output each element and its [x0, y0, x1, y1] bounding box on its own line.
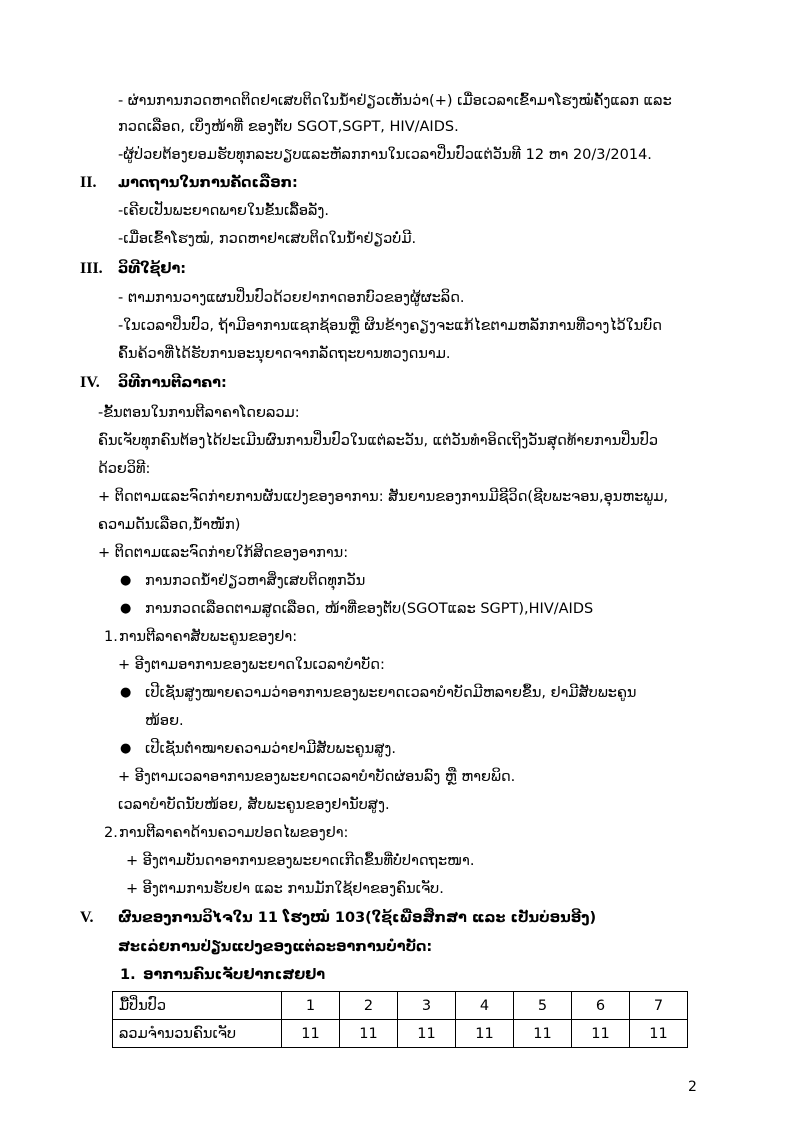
table-cell-count: 11 — [456, 1020, 514, 1048]
table-row-label: ມື້ປິ່ນປົວ — [113, 992, 282, 1020]
subsection-1-line-3: ເວລາບໍາບັດນັບໜ້ອຍ, ສັບພະຄູນຂອງຢານັບສູງ. — [118, 797, 390, 813]
section-3-heading: ວິທີໃຊ້ຢາ: — [118, 261, 187, 277]
subsection-1-number: 1. — [104, 629, 118, 645]
subsection-2-line-2: + ອີງຕາມການຮັບຢາ ແລະ ການມັກໃຊ້ຢາຂອງຄົນເຈັບ. — [126, 881, 444, 897]
section-2-numeral: II. — [80, 174, 97, 191]
subsection-1-title: ການຕີລາຄາສັບພະຄູນຂອງຢາ: — [119, 629, 298, 645]
bullet-dot: ● — [120, 601, 132, 616]
section-4-general-1: -ຂັ້ນຕອນໃນການຕີລາຄາໂດຍລວມ: — [98, 405, 300, 421]
table-cell-count: 11 — [514, 1020, 572, 1048]
bullet-dot: ● — [120, 573, 132, 588]
section-5-sub-1-title: ອາການຄົນເຈັບຢາກເສຍຢາ — [143, 967, 326, 983]
table-cell-day: 7 — [630, 992, 688, 1020]
section-3-line-3: ຄົ້ນຄ້ວາທີ່ໄດ້ຮັບການອະນຸຍາດຈາກລັດຖະບານທວງດນາມ. — [118, 346, 451, 362]
section-4-general-4: + ຕິດຕາມແລະຈົດກ່າຍການຜັນແປງຂອງອາການ: ສັນຍານຂອງການມີຊີວິດ(ຊີບພະຈອນ,ອຸນຫະພູມ, — [98, 489, 669, 505]
table-row — [113, 992, 688, 1020]
intro-line-3: -ຜູ້ປ່ວຍຕ້ອງຍອມຮັບທຸກລະບຽບແລະຫັລກການໃນເວລາປິ່ນປົວແຕ່ວັນທີ 12 ຫາ 20/3/2014. — [118, 147, 652, 163]
section-3-line-2: -ໃນເວລາປິ່ນປົວ, ຖ້າມີອາການແຊກຊ້ອນຫຼື ຜິນຂ້າງຄຽງຈະແກ້ໄຂຕາມຫລັກການທີ່ວາງໄວ້ໃນບົດ — [118, 318, 662, 334]
bullet-a-1: ການກວດນໍ້າຢ່ຽວຫາສິ່ງເສບຕິດທຸກວັນ — [145, 573, 366, 589]
table-cell-day: 3 — [398, 992, 456, 1020]
section-2-line-2: -ເມື່ອເຂົ້າໂຮງໝໍ, ກວດຫາຢາເສບຕິດໃນນໍ້າຢ່ຽວບໍ່ມີ. — [118, 231, 417, 247]
section-4-general-6: + ຕິດຕາມແລະຈົດກ່າຍໃກ້ສິດຂອງອາການ: — [98, 545, 349, 561]
bullet-dot: ● — [120, 685, 132, 700]
page-number: 2 — [688, 1079, 697, 1095]
subsection-1-bullet-1-line-1: ເປີເຊັນສູງໝາຍຄວາມວ່າອາການຂອງພະຍາດເວລາບໍາບັດມີຫລາຍຂຶ້ນ, ຢາມີສັບພະຄູນ — [145, 685, 637, 701]
section-4-general-2: ຄົນເຈັບທຸກຄົນຕ້ອງໄດ້ປະເມີນຜົນການປິ່ນປົວໃນແຕ່ລະວັນ, ແຕ່ວັນທຳອິດເຖິງວັນສຸດທ້າຍການປິ່ນປົວ — [98, 433, 659, 449]
section-2-line-1: -ເຄີຍເປັນພະຍາດພາຍໃນຂັ້ນເລື້ອລັງ. — [118, 203, 330, 219]
section-4-general-5: ຄວາມດັນເລືອດ,ນໍ້າໜັກ) — [98, 517, 241, 533]
section-4-heading: ວິທີການຕີລາຄາ: — [118, 375, 227, 391]
section-5-heading-line-2: ສະເລ່ຍການປ່ຽນແປງຂອງແຕ່ລະອາການບໍາບັດ: — [118, 939, 433, 955]
table-cell-count: 11 — [398, 1020, 456, 1048]
section-3-line-1: - ຕາມການວາງແຜນປິ່ນປົວດ້ວຍຢາກາດອກບົວຂອງຜູ້ຜະລິດ. — [118, 290, 465, 306]
subsection-1-line-2: + ອີງຕາມເວລາອາການຂອງພະຍາດເວລາບໍາບັດຜ່ອນລົງ ຫຼື ຫາຍພິດ. — [118, 769, 516, 785]
subsection-1-line-1: + ອີງຕາມອາການຂອງພະຍາດໃນເວລາບໍາບັດ: — [118, 657, 385, 673]
bullet-a-2: ການກວດເລືອດຕາມສູດເລືອດ, ໜ້າທີ່ຂອງຕັບ(SGOTແລະ SGPT),HIV/AIDS — [145, 601, 594, 617]
table-cell-day: 2 — [340, 992, 398, 1020]
intro-line-2: ກວດເລືອດ, ເບິ່ງໜ້າທີ່ ຂອງຕັບ SGOT,SGPT, HIV/AIDS. — [118, 119, 459, 135]
section-4-general-3: ດ້ວຍວິທີ: — [98, 461, 151, 477]
table-cell-count: 11 — [630, 1020, 688, 1048]
section-3-numeral: III. — [80, 260, 103, 277]
table-row-label: ລວມຈໍານວນຄົນເຈັບ — [113, 1020, 282, 1048]
results-table — [112, 991, 688, 1048]
section-4-numeral: IV. — [80, 374, 100, 391]
table-cell-day: 1 — [282, 992, 340, 1020]
table-cell-day: 6 — [572, 992, 630, 1020]
table-cell-day: 5 — [514, 992, 572, 1020]
section-2-heading: ມາດຖານໃນການຄັດເລືອກ: — [118, 175, 298, 191]
intro-line-1: - ຜ່ານການກວດຫາດຕິດຢາເສບຕິດໃນນໍ້າຢ່ຽວເຫັນວ່າ(+) ເມື່ອເວລາເຂົ້າມາໂຮງໝໍຄັ້ງແລກ ແລະ — [118, 93, 672, 109]
table-row — [113, 1020, 688, 1048]
table-cell-count: 11 — [282, 1020, 340, 1048]
table-cell-day: 4 — [456, 992, 514, 1020]
section-5-heading-line-1: ຜົນຂອງການວິໄຈໃນ 11 ໂຮງໝໍ 103(ໃຊ້ເພື່ອສຶກສາ ແລະ ເປັນບ່ອນອີງ) — [118, 910, 597, 926]
table-cell-count: 11 — [340, 1020, 398, 1048]
subsection-2-line-1: + ອີງຕາມບັນດາອາການຂອງພະຍາດເກີດຂຶ້ນທີ່ບໍ່ປາດຖະໜາ. — [126, 853, 475, 869]
section-5-sub-1-number: 1. — [120, 967, 136, 983]
table-cell-count: 11 — [572, 1020, 630, 1048]
section-5-numeral: V. — [80, 909, 94, 926]
subsection-2-number: 2. — [104, 825, 118, 841]
subsection-1-bullet-1-line-2: ໜ້ອຍ. — [145, 713, 184, 729]
subsection-2-title: ການຕີລາຄາດ້ານຄວາມປອດໄພຂອງຢາ: — [119, 825, 349, 841]
bullet-dot: ● — [120, 741, 132, 756]
subsection-1-bullet-2: ເປີເຊັນຕໍ່າໝາຍຄວາມວ່າຢາມີສັບພະຄູນສູງ. — [145, 741, 397, 757]
